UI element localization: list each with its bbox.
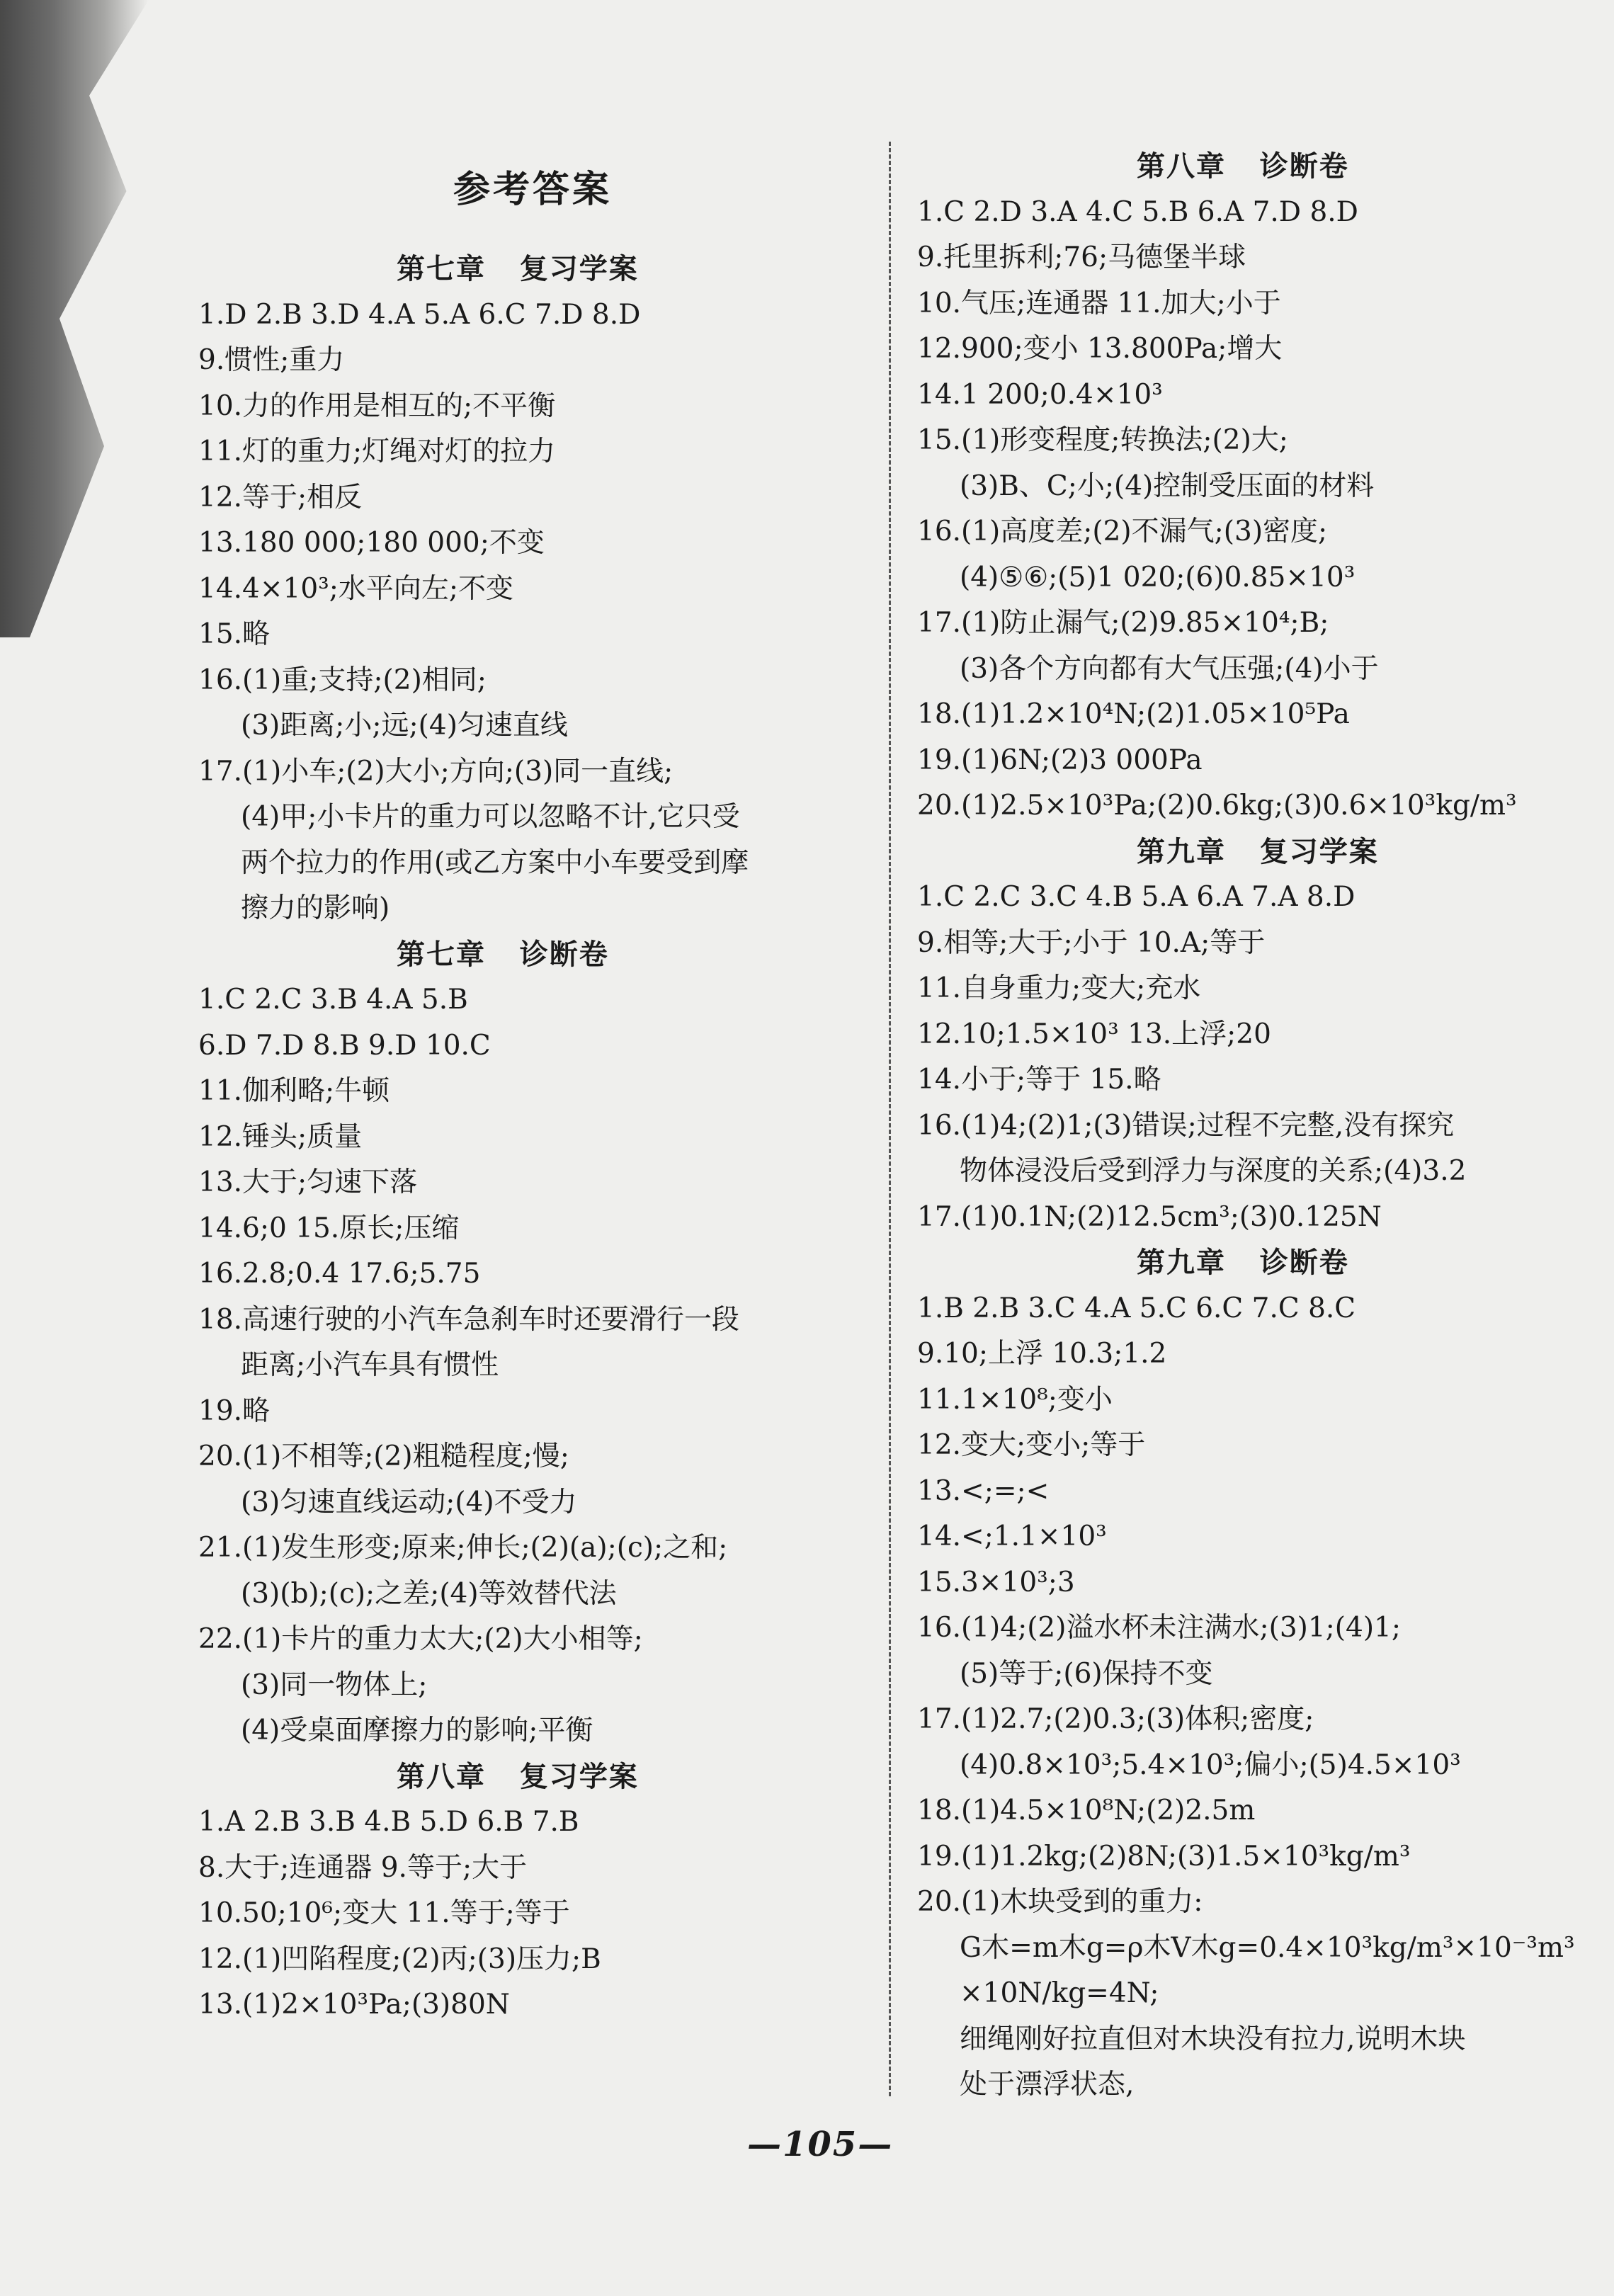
answer-line: 1.C 2.C 3.B 4.A 5.B — [198, 984, 468, 1016]
answer-line: 12.变大;变小;等于 — [917, 1429, 1146, 1461]
answer-line: 12.900;变小 13.800Pa;增大 — [917, 333, 1283, 365]
answer-line: 13.大于;匀速下落 — [198, 1166, 418, 1198]
answer-line: 16.(1)4;(2)1;(3)错误;过程不完整,没有探究 — [917, 1109, 1455, 1142]
answer-line: 21.(1)发生形变;原来;伸长;(2)(a);(c);之和; — [198, 1532, 728, 1564]
answer-line: 11.1×10⁸;变小 — [917, 1383, 1113, 1416]
answer-line: 16.2.8;0.4 17.6;5.75 — [198, 1258, 481, 1290]
answer-line: 18.(1)1.2×10⁴N;(2)1.05×10⁵Pa — [917, 698, 1350, 730]
answer-line: 11.灯的重力;灯绳对灯的拉力 — [198, 436, 556, 467]
answer-line: 20.(1)木块受到的重力: — [917, 1886, 1203, 1918]
answer-line: 10.气压;连通器 11.加大;小于 — [917, 287, 1281, 319]
answer-line: 17.(1)小车;(2)大小;方向;(3)同一直线; — [198, 755, 674, 788]
answer-line-continued: 距离;小汽车具有惯性 — [241, 1349, 499, 1381]
answer-line: 14.小于;等于 15.略 — [917, 1064, 1161, 1096]
answer-line-continued: (4)受桌面摩擦力的影响;平衡 — [241, 1715, 593, 1746]
answer-line: 15.略 — [198, 618, 271, 650]
answer-line-continued: 擦力的影响) — [241, 892, 390, 924]
answer-line: 14.1 200;0.4×10³ — [917, 378, 1163, 411]
answer-line: 1.D 2.B 3.D 4.A 5.A 6.C 7.D 8.D — [198, 298, 641, 331]
answer-line: 16.(1)4;(2)溢水杯未注满水;(3)1;(4)1; — [917, 1612, 1401, 1644]
answer-line: 16.(1)重;支持;(2)相同; — [198, 664, 487, 696]
answer-line-continued: 细绳刚好拉直但对木块没有拉力,说明木块 — [960, 2023, 1466, 2055]
answer-line-continued: (3)同一物体上; — [241, 1669, 428, 1701]
answer-line: 10.50;10⁶;变大 11.等于;等于 — [198, 1897, 570, 1929]
answer-line: 12.等于;相反 — [198, 481, 363, 513]
answer-line: 19.(1)6N;(2)3 000Pa — [917, 744, 1203, 776]
answer-line: 8.大于;连通器 9.等于;大于 — [198, 1851, 528, 1884]
answer-line: 10.力的作用是相互的;不平衡 — [198, 390, 556, 422]
section-heading: 第七章 诊断卷 — [397, 937, 609, 971]
answer-line: 12.10;1.5×10³ 13.上浮;20 — [917, 1018, 1271, 1050]
answer-line-continued: (3)(b);(c);之差;(4)等效替代法 — [241, 1577, 617, 1610]
answer-line: 18.(1)4.5×10⁸N;(2)2.5m — [917, 1795, 1256, 1826]
answer-line: 11.伽利略;牛顿 — [198, 1075, 390, 1107]
answer-line: 9.10;上浮 10.3;1.2 — [917, 1338, 1167, 1370]
answer-line-continued: (3)各个方向都有大气压强;(4)小于 — [960, 652, 1379, 685]
answer-line: 1.B 2.B 3.C 4.A 5.C 6.C 7.C 8.C — [917, 1292, 1356, 1324]
answer-line: 16.(1)高度差;(2)不漏气;(3)密度; — [917, 516, 1328, 547]
answer-line: 13.<;=;< — [917, 1474, 1050, 1507]
answer-line: 17.(1)防止漏气;(2)9.85×10⁴;B; — [917, 607, 1329, 639]
section-heading: 第九章 诊断卷 — [1137, 1246, 1349, 1279]
answer-line-continued: 两个拉力的作用(或乙方案中小车要受到摩 — [241, 846, 749, 879]
answer-line: 20.(1)不相等;(2)粗糙程度;慢; — [198, 1440, 569, 1472]
answer-line-continued: (4)甲;小卡片的重力可以忽略不计,它只受 — [241, 801, 740, 833]
answer-line: 9.相等;大于;小于 10.A;等于 — [917, 926, 1266, 959]
answer-line: 20.(1)2.5×10³Pa;(2)0.6kg;(3)0.6×10³kg/m³ — [917, 790, 1517, 822]
page-title: 参考答案 — [453, 168, 613, 211]
answer-line: 9.惯性;重力 — [198, 344, 345, 376]
answer-line: 22.(1)卡片的重力太大;(2)大小相等; — [198, 1623, 643, 1655]
section-heading: 第九章 复习学案 — [1137, 834, 1379, 868]
answer-line: 14.4×10³;水平向左;不变 — [198, 572, 514, 605]
answer-line: 11.自身重力;变大;充水 — [917, 972, 1201, 1004]
answer-line-continued: (4)⑤⑥;(5)1 020;(6)0.85×10³ — [960, 561, 1356, 593]
answer-line-continued: (3)距离;小;远;(4)匀速直线 — [241, 710, 568, 741]
answer-line: 1.C 2.C 3.C 4.B 5.A 6.A 7.A 8.D — [917, 881, 1356, 913]
answer-line: 18.高速行驶的小汽车急刹车时还要滑行一段 — [198, 1303, 740, 1336]
answer-line-continued: (3)B、C;小;(4)控制受压面的材料 — [960, 470, 1375, 502]
answer-line: 6.D 7.D 8.B 9.D 10.C — [198, 1029, 491, 1062]
answer-line-continued: G木=m木g=ρ木V木g=0.4×10³kg/m³×10⁻³m³ — [960, 1931, 1575, 1964]
answer-line-continued: (4)0.8×10³;5.4×10³;偏小;(5)4.5×10³ — [960, 1749, 1461, 1781]
answer-line-continued: 物体浸没后受到浮力与深度的关系;(4)3.2 — [960, 1155, 1467, 1187]
section-heading: 第七章 复习学案 — [397, 252, 639, 285]
answer-line: 17.(1)0.1N;(2)12.5cm³;(3)0.125N — [917, 1200, 1382, 1233]
section-heading: 第八章 复习学案 — [397, 1759, 639, 1793]
page-number: —105— — [747, 2125, 894, 2164]
answer-line: 1.C 2.D 3.A 4.C 5.B 6.A 7.D 8.D — [917, 195, 1358, 228]
answer-line: 17.(1)2.7;(2)0.3;(3)体积;密度; — [917, 1703, 1314, 1735]
page-binding-edge — [0, 0, 149, 637]
answer-line-continued: 处于漂浮状态, — [960, 2069, 1135, 2101]
section-heading: 第八章 诊断卷 — [1137, 149, 1349, 183]
answer-line: 12.(1)凹陷程度;(2)丙;(3)压力;B — [198, 1943, 601, 1975]
answer-line-continued: ×10N/kg=4N; — [960, 1977, 1159, 2009]
answer-line: 19.(1)1.2kg;(2)8N;(3)1.5×10³kg/m³ — [917, 1840, 1411, 1872]
answer-line: 15.(1)形变程度;转换法;(2)大; — [917, 424, 1288, 456]
answer-line: 19.略 — [198, 1394, 271, 1427]
answer-line-continued: (5)等于;(6)保持不变 — [960, 1657, 1213, 1690]
answer-line: 12.锤头;质量 — [198, 1120, 363, 1153]
answer-line: 9.托里拆利;76;马德堡半球 — [917, 241, 1246, 273]
answer-line: 13.180 000;180 000;不变 — [198, 527, 545, 559]
answer-line: 15.3×10³;3 — [917, 1566, 1075, 1598]
column-divider — [889, 142, 891, 2096]
answer-line: 13.(1)2×10³Pa;(3)80N — [198, 1989, 510, 2021]
answer-line: 14.6;0 15.原长;压缩 — [198, 1212, 460, 1244]
answer-line: 1.A 2.B 3.B 4.B 5.D 6.B 7.B — [198, 1806, 579, 1838]
answer-line-continued: (3)匀速直线运动;(4)不受力 — [241, 1486, 577, 1518]
answer-line: 14.<;1.1×10³ — [917, 1521, 1107, 1552]
